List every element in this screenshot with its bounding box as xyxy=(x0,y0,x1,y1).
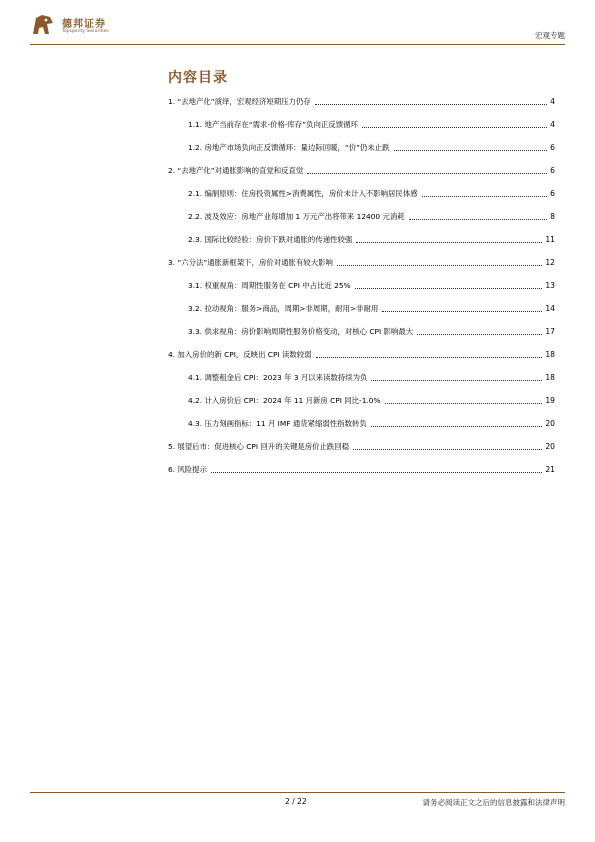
toc-entry-page: 8 xyxy=(550,212,555,221)
toc-entry[interactable] xyxy=(188,209,555,222)
company-logo-icon xyxy=(30,12,56,38)
toc-leader-dots xyxy=(394,150,548,151)
toc-entry-page: 17 xyxy=(545,327,555,336)
toc-entry-title: 2.1. 编制原则：住房投资属性>消费属性，房价未计入不影响居民体感 xyxy=(188,189,418,198)
brand-name-en: Topsperity Securities xyxy=(62,29,109,34)
toc-entry-page: 12 xyxy=(545,258,555,267)
toc-title: 内容目录 xyxy=(168,70,228,86)
page-number: 2 / 22 xyxy=(285,797,307,806)
toc-leader-dots xyxy=(385,403,543,404)
toc-entry-title: 4. 加入房价的新 CPI，反映出 CPI 读数较弱 xyxy=(168,350,312,359)
toc-entry[interactable] xyxy=(168,439,555,452)
toc-leader-dots xyxy=(382,311,542,312)
document-type: 宏观专题 xyxy=(535,31,565,40)
toc-leader-dots xyxy=(356,242,542,243)
toc-entry-title: 2.2. 波及效应：房地产业每增加 1 万元产出将带来 12400 元消耗 xyxy=(188,212,405,221)
toc-entry-title: 1. “去地产化”演绎，宏观经济短期压力仍存 xyxy=(168,97,311,106)
toc-entry-title: 3.1. 权重视角：周期性服务在 CPI 中占比近 25% xyxy=(188,281,351,290)
toc-entry-page: 20 xyxy=(545,442,555,451)
toc-entry[interactable] xyxy=(188,301,555,314)
toc-entry-page: 18 xyxy=(545,350,555,359)
toc-entry-title: 4.2. 计入房价后 CPI：2024 年 11 月新房 CPI 同比-1.0% xyxy=(188,396,381,405)
toc-entry-page: 14 xyxy=(545,304,555,313)
brand-name-cn: 德邦证券 xyxy=(62,19,106,30)
toc-entry[interactable] xyxy=(168,462,555,475)
toc-entry-title: 3.3. 供求视角：房价影响周期性服务价格变动，对核心 CPI 影响最大 xyxy=(188,327,414,336)
toc-entry-page: 18 xyxy=(545,373,555,382)
toc-entry[interactable] xyxy=(168,255,555,268)
toc-entry[interactable] xyxy=(188,370,555,383)
toc-entry[interactable] xyxy=(188,278,555,291)
toc-entry-page: 4 xyxy=(550,120,555,129)
toc-leader-dots xyxy=(353,449,542,450)
toc-entry-page: 19 xyxy=(545,396,555,405)
toc-entry-title: 4.3. 压力刻画指标：11 月 IMF 通货紧缩弱性指数转负 xyxy=(188,419,367,428)
toc-leader-dots xyxy=(371,426,543,427)
toc-entry-title: 2.3. 国际比较经验：房价下跌对通胀的传递性较强 xyxy=(188,235,353,244)
toc-entry-page: 6 xyxy=(550,189,555,198)
toc-entry[interactable] xyxy=(168,163,555,176)
company-logo xyxy=(30,12,130,40)
toc-entry[interactable] xyxy=(188,186,555,199)
toc-entry-page: 6 xyxy=(550,166,555,175)
toc-entry-page: 11 xyxy=(545,235,555,244)
toc-leader-dots xyxy=(422,196,548,197)
footer-divider xyxy=(30,792,565,793)
toc-entry-title: 5. 展望后市：促进核心 CPI 回升的关键是房价止跌回稳 xyxy=(168,442,350,451)
toc-entry[interactable] xyxy=(188,232,555,245)
toc-entry-title: 2. “去地产化”对通胀影响的直觉和反直觉 xyxy=(168,166,304,175)
toc-entry-title: 6. 风险提示 xyxy=(168,465,207,474)
toc-leader-dots xyxy=(211,472,542,473)
toc-entry[interactable] xyxy=(188,117,555,130)
toc-entry-title: 3.2. 拉动视角：服务>商品，周期>非周期，耐用>非耐用 xyxy=(188,304,379,313)
toc-leader-dots xyxy=(337,265,542,266)
toc-leader-dots xyxy=(417,334,542,335)
toc-entry-title: 1.2. 房地产市场负向正反馈循环：量边际回暖，“价”仍未止跌 xyxy=(188,143,390,152)
toc-entry-page: 6 xyxy=(550,143,555,152)
toc-leader-dots xyxy=(371,380,542,381)
toc-entry-title: 4.1. 调整租金后 CPI：2023 年 3 月以来读数持续为负 xyxy=(188,373,368,382)
toc-leader-dots xyxy=(409,219,547,220)
toc-entry[interactable] xyxy=(168,94,555,107)
toc-entry-page: 20 xyxy=(545,419,555,428)
toc-entry-page: 21 xyxy=(545,465,555,474)
toc-entry-title: 3. “六分法”通胀新框架下，房价对通胀有较大影响 xyxy=(168,258,333,267)
header-divider xyxy=(30,44,565,45)
toc-leader-dots xyxy=(362,127,547,128)
toc-entry-title: 1.1. 地产当前存在“需求-价格-库存”负向正反馈循环 xyxy=(188,120,358,129)
toc-leader-dots xyxy=(355,288,543,289)
footer-disclaimer: 请务必阅读正文之后的信息披露和法律声明 xyxy=(422,798,565,807)
toc-entry[interactable] xyxy=(188,140,555,153)
toc-entry[interactable] xyxy=(188,324,555,337)
toc-entry[interactable] xyxy=(188,416,555,429)
toc-entry-page: 4 xyxy=(550,97,555,106)
toc-leader-dots xyxy=(315,104,547,105)
toc-entry-page: 13 xyxy=(545,281,555,290)
page-header xyxy=(0,0,595,48)
toc-leader-dots xyxy=(316,357,543,358)
toc-entry[interactable] xyxy=(168,347,555,360)
toc-leader-dots xyxy=(307,173,547,174)
toc-entry[interactable] xyxy=(188,393,555,406)
